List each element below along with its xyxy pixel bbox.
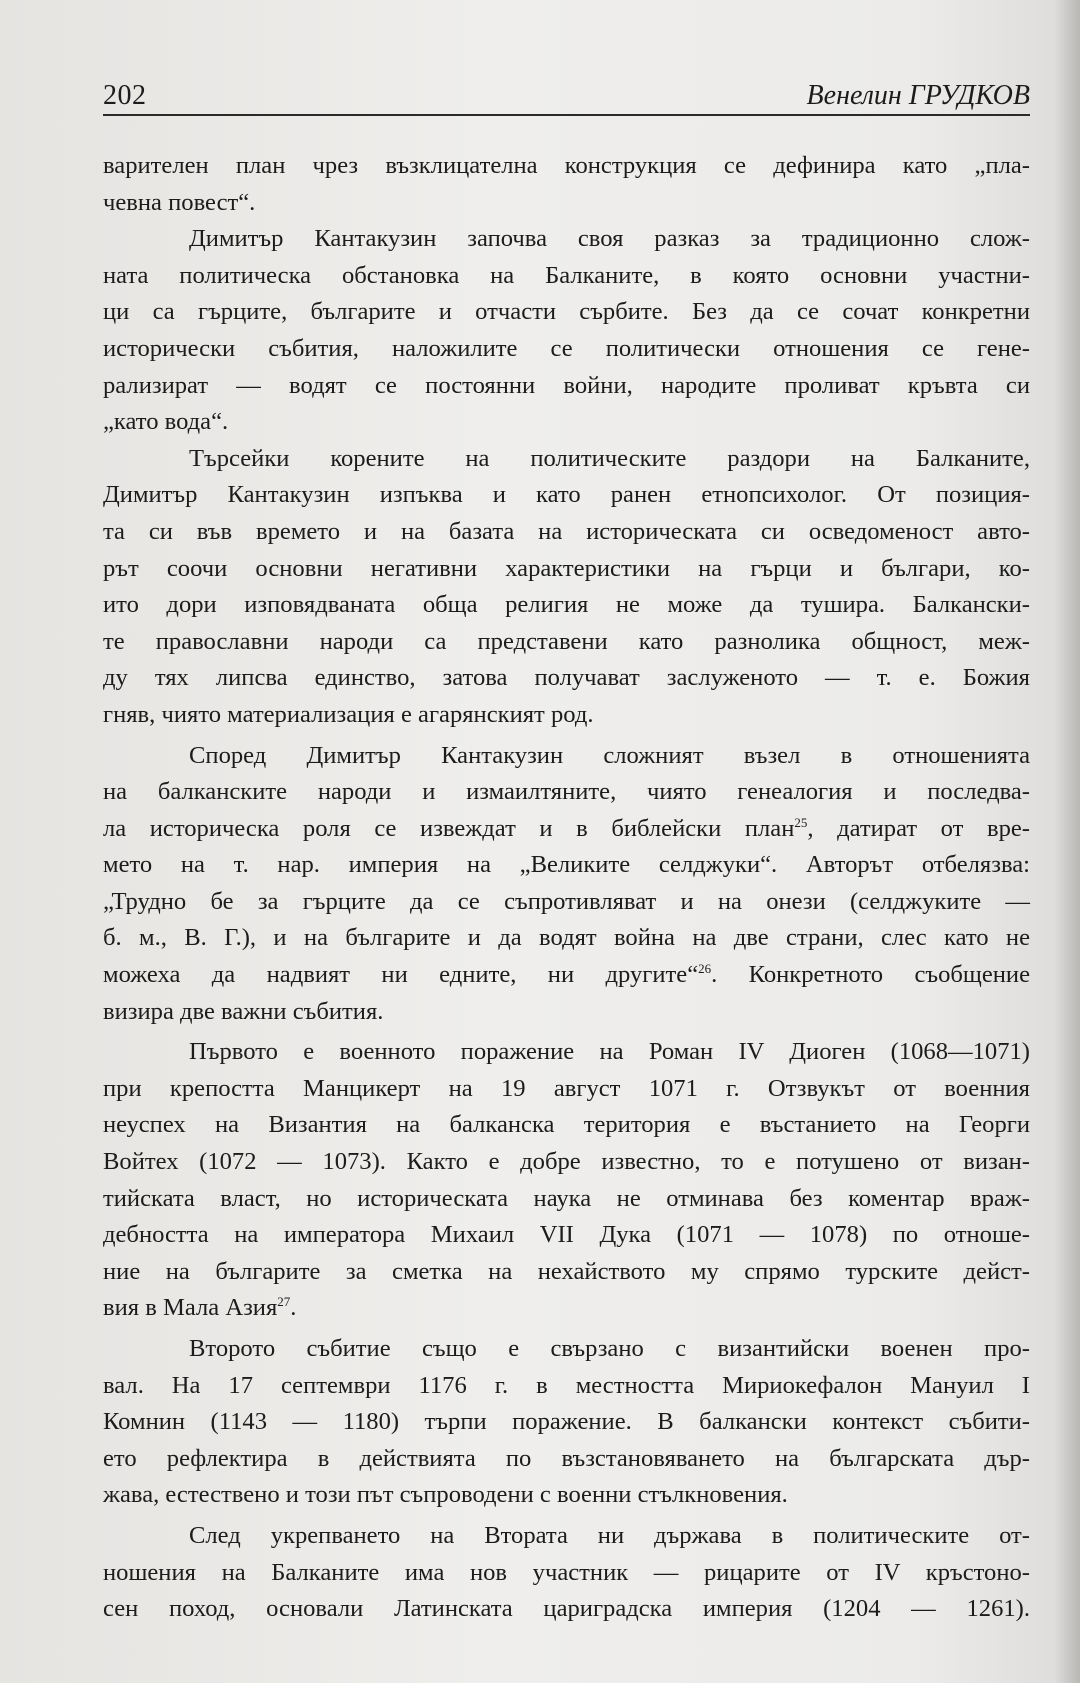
text-line: ние на българите за сметка на нехайството му спрямо турските дейст- [103, 1257, 1030, 1285]
paragraph-6 [103, 1331, 1030, 1514]
text-line: неуспех на Византия на балканска територия е въстанието на Георги [103, 1111, 1030, 1139]
text-line: „Трудно бе за гърците да се съпротивляват и на онези (селджуките — [103, 887, 1030, 915]
page-number: 202 [103, 80, 147, 111]
paragraph-2 [103, 221, 1030, 441]
text-line: варителен план чрез възклицателна конструкция се дефинира като „пла- [103, 152, 1030, 179]
text-line: рализират — водят се постоянни войни, народите проливат кръвта си [103, 371, 1030, 399]
text-line: вал. На 17 септември 1176 г. в местността Мириокефалон Мануил I [103, 1371, 1030, 1399]
paragraph-5 [103, 1034, 1030, 1327]
text-line: жава, естествено и този път съпроводени с военни стълкновения. [103, 1481, 788, 1509]
footnote-ref-26: 26 [698, 961, 712, 977]
text-line [103, 957, 1030, 994]
text-line: б. м., В. Г.), и на българите и да водят война на две страни, слес като не [103, 924, 1030, 952]
text-line: ду тях липсва единство, затова получават заслуженото — т. е. Божия [103, 664, 1030, 692]
text-line: гняв, чиято материализация е агарянският род. [103, 700, 594, 728]
text-line: Според Димитър Кантакузин сложният възел в отношенията [189, 741, 1030, 769]
text-line: Комнин (1143 — 1180) търпи поражение. В балкански контекст събити- [103, 1408, 1030, 1436]
page-spine-shadow [1054, 0, 1080, 1683]
text-line: Второто събитие също е свързано с византийски военен про- [189, 1335, 1030, 1362]
text-fragment: . [290, 1294, 297, 1322]
paragraph-3 [103, 441, 1030, 734]
text-line: рът сoочи основни негативни характеристики на гърци и българи, ко- [103, 554, 1030, 582]
text-line: Димитър Кантакузин изпъква и като ранен етнопсихолог. От позиция- [103, 481, 1030, 509]
text-line: на балканските народи и измаилтяните, чиято генеалогия и последва- [103, 778, 1030, 806]
text-line: ношения на Балканите има нов участник — рицарите от IV кръстоно- [103, 1558, 1030, 1586]
text-line: при крепостта Манцикерт на 19 август 1071 г. Отзвукът от военния [103, 1074, 1030, 1102]
text-line: Първото е военното поражение на Роман IV Диоген (1068—1071) [189, 1038, 1030, 1066]
text-line: Войтех (1072 — 1073). Както е добре известно, то е потушено от визан- [103, 1148, 1030, 1176]
text-line: Търсейки корените на политическите раздори на Балканите, [189, 444, 1030, 472]
text-line: ето рефлектира в действията по възстановяването на българската дър- [103, 1444, 1030, 1472]
text-line: чевна повест“. [103, 188, 256, 216]
text-line: сен поход, основали Латинската цариградска империя (1204 — 1261). [103, 1595, 1030, 1623]
text-line: исторически събития, наложилите се политически отношения се гене- [103, 334, 1030, 362]
text-line [103, 1290, 1030, 1327]
text-line: „като вода“. [103, 408, 229, 436]
text-fragment: ла историческа роля се извеждат и в библейски план [103, 814, 795, 842]
footnote-ref-27: 27 [277, 1294, 291, 1310]
paragraph-1 [103, 148, 1030, 221]
text-line: та си във времето и на базата на историческата си осведоменост авто- [103, 517, 1030, 545]
text-line [103, 811, 1030, 848]
text-line: ната политическа обстановка на Балканите, в която основни участни- [103, 261, 1030, 289]
text-line: Димитър Кантакузин започва своя разказ за традиционно слож- [189, 225, 1030, 253]
paragraph-4 [103, 738, 1030, 1031]
text-line: мето на т. нар. империя на „Великите селджуки“. Авторът отбелязва: [103, 851, 1030, 879]
text-line: визира две важни събития. [103, 997, 384, 1025]
paragraph-7 [103, 1518, 1030, 1628]
text-line: ито дори изповядваната обща религия не може да тушира. Балкански- [103, 591, 1030, 619]
text-fragment: , датират от вре- [807, 814, 1030, 842]
text-line: дебността на императора Михаил VII Дука (1071 — 1078) по отноше- [103, 1221, 1030, 1249]
text-line: тийската власт, но историческата наука не отминава без коментар враж- [103, 1184, 1030, 1212]
text-fragment: вия в Мала Азия [103, 1294, 278, 1322]
text-line: ци са гърците, българите и отчасти сърбите. Без да се сочат конкретни [103, 298, 1030, 326]
text-fragment: . Конкретното съобщение [711, 961, 1030, 989]
text-line: След укрепването на Втората ни държава в политическите от- [189, 1521, 1030, 1549]
text-line: те православни народи са представени като разнолика общност, меж- [103, 627, 1030, 655]
footnote-ref-25: 25 [794, 814, 808, 830]
text-fragment: можеха да надвият ни едните, ни другите“ [103, 961, 699, 989]
running-head-author: Венелин ГРУДКОВ [806, 80, 1030, 111]
running-header [103, 76, 1030, 116]
body-text [103, 148, 1030, 1628]
